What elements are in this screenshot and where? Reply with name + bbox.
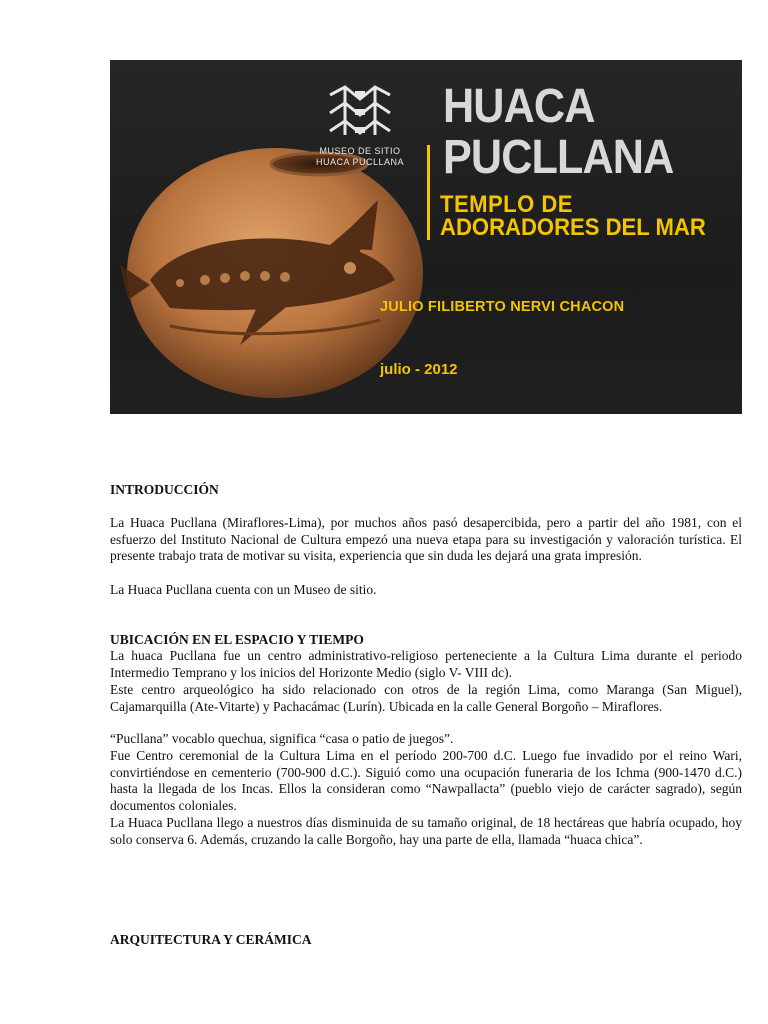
intro-paragraph: La Huaca Pucllana cuenta con un Museo de sitio. xyxy=(110,582,377,597)
cover-subtitle-line2: ADORADORES DEL MAR xyxy=(440,214,706,241)
ubicacion-paragraph: La huaca Pucllana fue un centro administrativo-religioso perteneciente a la Cultura Lima durante el periodo Intermedio Temprano y los inicios del Horizonte Medio (siglo V- VIII dc). xyxy=(110,648,742,680)
logo-text-huaca: HUACA PUCLLANA xyxy=(315,157,405,167)
heading-ubicacion: UBICACIÓN EN EL ESPACIO Y TIEMPO xyxy=(110,632,364,647)
cover-banner xyxy=(110,60,742,414)
title-divider xyxy=(427,145,430,240)
museum-logo-icon xyxy=(325,85,395,141)
logo-text-museo: MUSEO DE SITIO xyxy=(319,146,401,156)
ubicacion-paragraph: Fue Centro ceremonial de la Cultura Lima en el período 200-700 d.C. Luego fue invadido por el reino Wari, convirtiéndose en cementerio (700-900 d.C.). Siguió como una ocupación funeraria de los Ichma (900-1470 d.C.) hasta la llegada de los Incas. Ellos la consideran como “Nawpallacta” (pueblo viejo de carácter sagrado), según documentos coloniales. xyxy=(110,748,742,814)
cover-title-line2: PUCLLANA xyxy=(443,131,674,184)
cover-date: julio - 2012 xyxy=(380,361,458,378)
heading-introduccion: INTRODUCCIÓN xyxy=(110,482,219,497)
heading-arquitectura: ARQUITECTURA Y CERÁMICA xyxy=(110,932,312,947)
ubicacion-paragraph: La Huaca Pucllana llego a nuestros días disminuida de su tamaño original, de 18 hectáreas que habría ocupado, hoy solo conserva 6. Además, cruzando la calle Borgoño, hay una parte de ella, llamada “huaca chica”. xyxy=(110,815,742,847)
ubicacion-paragraph: Este centro arqueológico ha sido relacionado con otros de la región Lima, como Maranga (San Miguel), Cajamarquilla (Ate-Vitarte) y Pachacámac (Lurín). Ubicada en la calle General Borgoño – Miraflores. xyxy=(110,682,742,714)
cover-title-line1: HUACA xyxy=(443,80,595,133)
ubicacion-paragraph: “Pucllana” vocablo quechua, significa “casa o patio de juegos”. xyxy=(110,731,454,746)
cover-subtitle-line1: TEMPLO DE xyxy=(440,191,573,218)
cover-author: JULIO FILIBERTO NERVI CHACON xyxy=(380,299,625,315)
intro-paragraph: La Huaca Pucllana (Miraflores-Lima), por muchos años pasó desapercibida, pero a partir del año 1981, con el esfuerzo del Instituto Nacional de Cultura empezó una nueva etapa para su investigación y valoración turística. El presente trabajo trata de motivar su visita, experiencia que sin duda les dejará una grata impresión. xyxy=(110,515,742,564)
